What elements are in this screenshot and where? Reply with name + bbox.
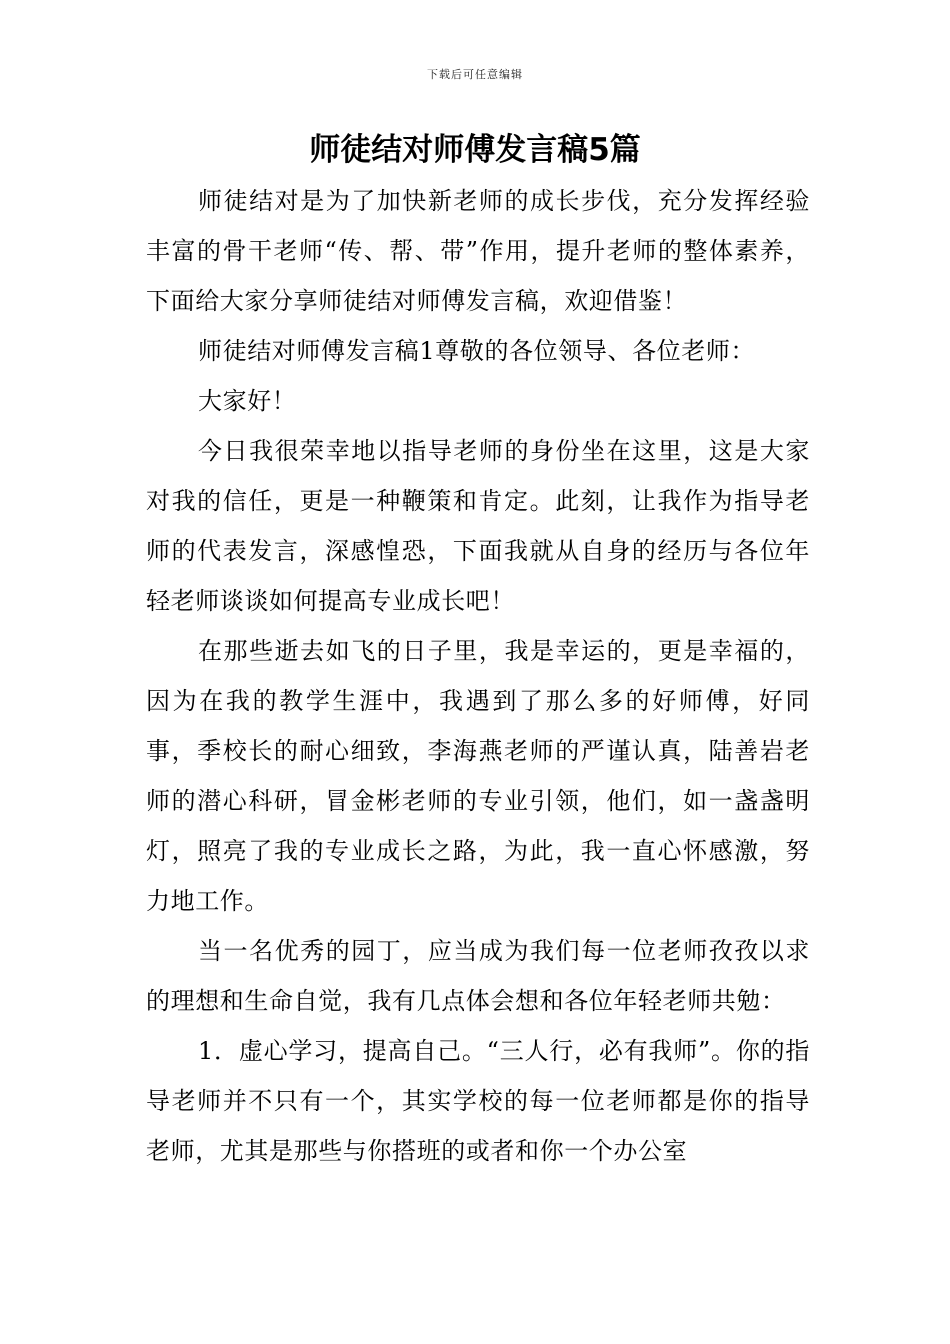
paragraph-point-1: 1．虚心学习，提高自己。“三人行，必有我师”。你的指导老师并不只有一个，其实学校的每一位老师都是你的指导老师，尤其是那些与你搭班的或者和你一个办公室 bbox=[146, 1037, 810, 1165]
paragraph-encouragement: 当一名优秀的园丁，应当成为我们每一位老师孜孜以求的理想和生命自觉，我有几点体会想和各位年轻老师共勉： bbox=[146, 937, 810, 1015]
paragraph-salutation: 师徒结对师傅发言稿1尊敬的各位领导、各位老师： bbox=[198, 337, 756, 365]
paragraph-greeting: 大家好！ bbox=[198, 387, 297, 415]
paragraph-gratitude: 在那些逝去如飞的日子里，我是幸运的，更是幸福的，因为在我的教学生涯中，我遇到了那么多的好师傅，好同事，季校长的耐心细致，李海燕老师的严谨认真，陆善岩老师的潜心科研，冒金彬老师的专业引领，他们，如一盏盏明灯，照亮了我的专业成长之路，为此，我一直心怀感激，努力地工作。 bbox=[146, 637, 810, 915]
paragraph-opening: 今日我很荣幸地以指导老师的身份坐在这里，这是大家对我的信任，更是一种鞭策和肯定。此刻，让我作为指导老师的代表发言，深感惶恐，下面我就从自身的经历与各位年轻老师谈谈如何提高专业成长吧！ bbox=[146, 437, 810, 615]
header-note: 下载后可任意编辑 bbox=[427, 68, 523, 81]
document-body bbox=[146, 176, 810, 1176]
document-title: 师徒结对师傅发言稿5篇 bbox=[309, 132, 641, 168]
paragraph-intro: 师徒结对是为了加快新老师的成长步伐，充分发挥经验丰富的骨干老师“传、帮、带”作用，提升老师的整体素养，下面给大家分享师徒结对师傅发言稿，欢迎借鉴！ bbox=[146, 187, 810, 315]
